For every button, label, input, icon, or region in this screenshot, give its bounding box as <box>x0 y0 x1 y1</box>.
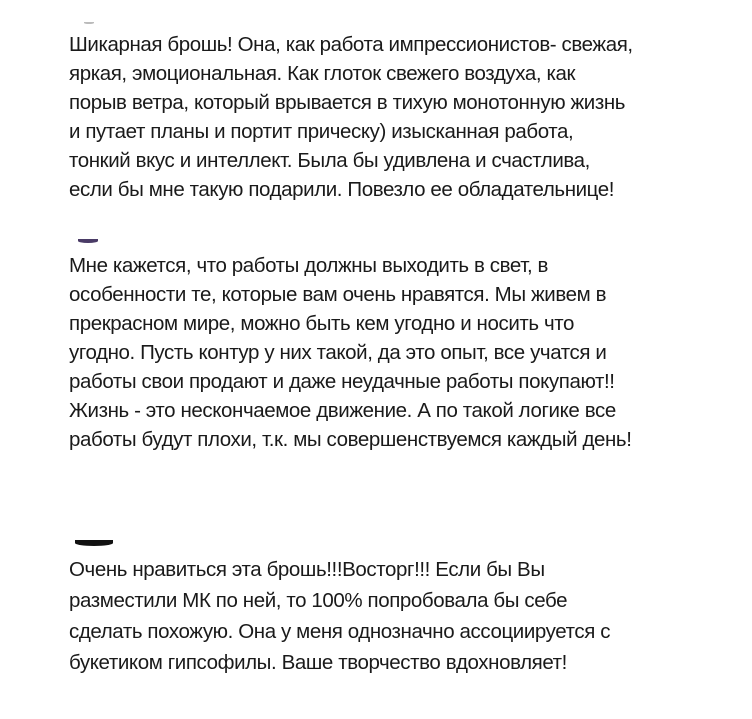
comment-2 <box>69 251 632 454</box>
comment-line: разместили МК по ней, то 100% попробовала бы себе <box>69 589 568 612</box>
comment-1 <box>69 30 633 204</box>
comment-line: прекрасном мире, можно быть кем угодно и носить что <box>69 312 574 335</box>
comment-line: если бы мне такую подарили. Повезло ее обладательнице! <box>69 178 615 201</box>
comment-line: и путает планы и портит прическу) изысканная работа, <box>69 120 574 143</box>
comment-line: Жизнь - это нескончаемое движение. А по такой логике все <box>69 399 616 422</box>
comment-line: Шикарная брошь! Она, как работа импрессионистов- свежая, <box>69 33 633 56</box>
comment-line: особенности те, которые вам очень нравятся. Мы живем в <box>69 283 607 306</box>
comment-line: порыв ветра, который врывается в тихую монотонную жизнь <box>69 91 626 114</box>
comment-line: букетиком гипсофилы. Ваше творчество вдохновляет! <box>69 651 567 674</box>
avatar-edge <box>78 239 98 243</box>
comment-line: Мне кажется, что работы должны выходить в свет, в <box>69 254 549 277</box>
comment-line: Очень нравиться эта брошь!!!Восторг!!! Если бы Вы <box>69 558 545 581</box>
comment-line: угодно. Пусть контур у них такой, да это опыт, все учатся и <box>69 341 607 364</box>
comment-3 <box>69 554 610 678</box>
comment-line: яркая, эмоциональная. Как глоток свежего воздуха, как <box>69 62 576 85</box>
avatar-edge <box>84 22 94 24</box>
comment-line: работы будут плохи, т.к. мы совершенствуемся каждый день! <box>69 428 632 451</box>
avatar-edge <box>75 540 113 546</box>
comment-line: сделать похожую. Она у меня однозначно ассоциируется с <box>69 620 611 643</box>
comment-line: тонкий вкус и интеллект. Была бы удивлена и счастлива, <box>69 149 590 172</box>
comment-line: работы свои продают и даже неудачные работы покупают!! <box>69 370 615 393</box>
